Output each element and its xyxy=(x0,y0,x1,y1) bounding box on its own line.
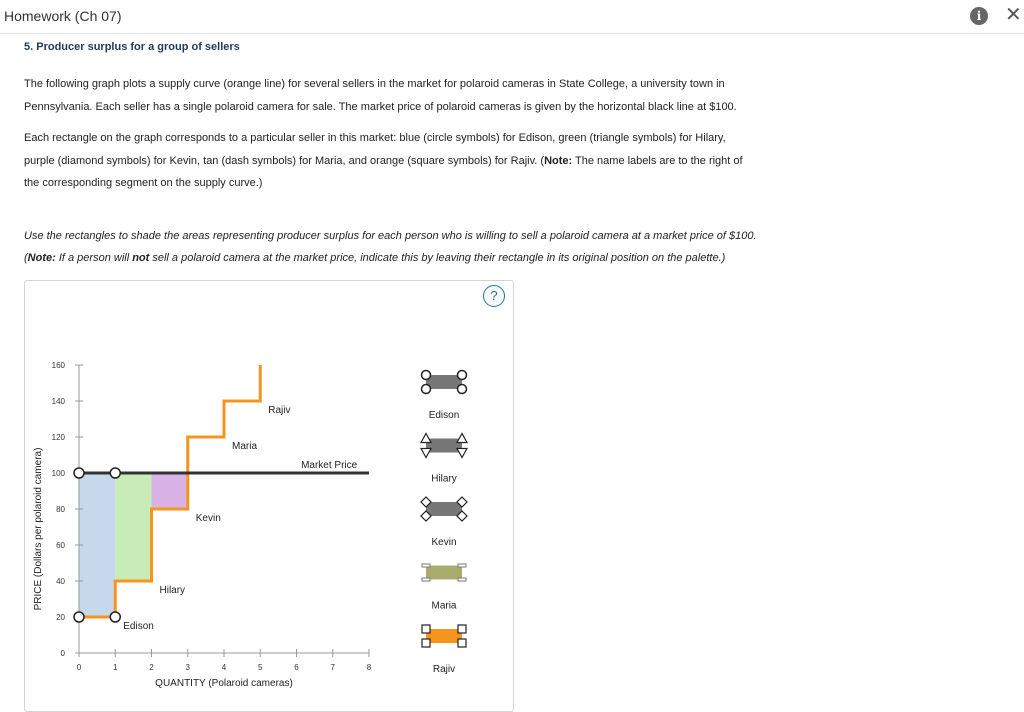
palette-rect-edison[interactable] xyxy=(426,375,462,389)
palette-item-rajiv[interactable] xyxy=(422,625,466,675)
palette-handle-dash[interactable] xyxy=(458,564,466,567)
palette-handle-dash[interactable] xyxy=(422,578,430,581)
y-tick-label: 140 xyxy=(51,397,65,406)
palette-item-maria[interactable] xyxy=(422,564,466,612)
edison-handle-point[interactable] xyxy=(74,612,84,622)
question-paragraph-2: Each rectangle on the graph corresponds to a particular seller in this market: blue (circle symbols) for Edison, green (triangle symbols) for Hilary, purple (diamond symbols) for Kevin, tan (dash symbols) for Maria, and orange (square symbols) for Rajiv. (Note: The name labels are to the right of the corresponding segment on the supply curve.) xyxy=(24,132,743,189)
y-tick-label: 0 xyxy=(60,649,65,658)
palette-item-hilary[interactable] xyxy=(421,434,467,485)
instructions: Use the rectangles to shade the areas representing producer surplus for each person who is willing to sell a polaroid camera at a market price of $100. (Note: If a person will not sell a polaroid camera at the market price, indicate this by leaving their rectangle in its original position on the palette.) xyxy=(24,230,757,264)
x-tick-label: 3 xyxy=(185,663,190,672)
seller-label-kevin: Kevin xyxy=(195,513,221,524)
surplus-area-edison[interactable] xyxy=(79,473,115,617)
x-tick-label: 7 xyxy=(330,663,335,672)
y-tick-label: 60 xyxy=(56,541,65,550)
palette-rect-hilary[interactable] xyxy=(426,439,462,453)
x-axis-title: QUANTITY (Polaroid cameras) xyxy=(155,678,293,689)
x-tick-label: 6 xyxy=(294,663,299,672)
y-tick-label: 40 xyxy=(56,577,65,586)
palette-handle-square[interactable] xyxy=(458,639,466,647)
palette-handle-dash[interactable] xyxy=(422,564,430,567)
close-icon[interactable]: ✕ xyxy=(1005,4,1022,26)
x-tick-label: 1 xyxy=(113,663,118,672)
y-tick-label: 20 xyxy=(56,613,65,622)
palette-label-rajiv: Rajiv xyxy=(432,664,456,675)
app-title: Homework (Ch 07) xyxy=(4,8,122,24)
edison-handle-point[interactable] xyxy=(110,468,120,478)
palette-handle-circle[interactable] xyxy=(458,385,467,394)
palette-item-kevin[interactable] xyxy=(421,497,467,548)
palette-rect-maria[interactable] xyxy=(426,566,462,580)
palette-handle-square[interactable] xyxy=(458,625,466,633)
palette-handle-triangle[interactable] xyxy=(457,449,467,458)
palette-label-maria: Maria xyxy=(431,600,457,612)
y-axis-title: PRICE (Dollars per polaroid camera) xyxy=(33,447,44,611)
surplus-area-hilary[interactable] xyxy=(115,473,151,581)
surplus-area-kevin[interactable] xyxy=(152,473,188,509)
x-tick-label: 4 xyxy=(221,663,227,672)
title-bar xyxy=(0,0,1024,34)
help-icon[interactable]: ? xyxy=(483,285,505,307)
palette-label-kevin: Kevin xyxy=(431,537,457,548)
palette-handle-circle[interactable] xyxy=(422,385,431,394)
palette-handle-triangle[interactable] xyxy=(421,449,431,458)
seller-label-maria: Maria xyxy=(232,441,258,452)
palette-handle-dash[interactable] xyxy=(458,578,466,581)
edison-handle-point[interactable] xyxy=(110,612,120,622)
palette-item-edison[interactable] xyxy=(422,371,467,422)
edison-handle-point[interactable] xyxy=(74,468,84,478)
supply-chart xyxy=(24,355,494,695)
palette-handle-triangle[interactable] xyxy=(421,434,431,443)
palette-handle-triangle[interactable] xyxy=(457,434,467,443)
palette-label-hilary: Hilary xyxy=(431,473,457,485)
palette-handle-square[interactable] xyxy=(422,625,430,633)
question-title: 5. Producer surplus for a group of sellers xyxy=(24,41,240,53)
x-tick-label: 0 xyxy=(76,663,82,672)
market-price-label: Market Price xyxy=(301,460,358,471)
y-tick-label: 80 xyxy=(56,505,65,514)
seller-label-edison: Edison xyxy=(123,621,154,632)
palette-handle-circle[interactable] xyxy=(422,371,431,380)
y-tick-label: 100 xyxy=(51,469,65,478)
palette-handle-circle[interactable] xyxy=(458,371,467,380)
palette-label-edison: Edison xyxy=(428,410,460,421)
palette-rect-rajiv[interactable] xyxy=(426,629,462,643)
seller-label-hilary: Hilary xyxy=(159,585,186,596)
x-tick-label: 8 xyxy=(366,663,372,672)
question-paragraph-1: The following graph plots a supply curve (orange line) for several sellers in the market for polaroid cameras in State College, a university town in Pennsylvania. Each seller has a single polaroid camera for sale. The market price of polaroid cameras is given by the horizontal black line at $100. xyxy=(24,78,737,113)
palette-handle-square[interactable] xyxy=(422,639,430,647)
y-tick-label: 120 xyxy=(51,433,65,442)
x-tick-label: 2 xyxy=(149,663,154,672)
seller-label-rajiv: Rajiv xyxy=(268,405,291,416)
x-tick-label: 5 xyxy=(258,663,263,672)
y-tick-label: 160 xyxy=(51,361,65,370)
palette-rect-kevin[interactable] xyxy=(426,502,462,516)
info-icon[interactable]: i xyxy=(970,7,988,25)
